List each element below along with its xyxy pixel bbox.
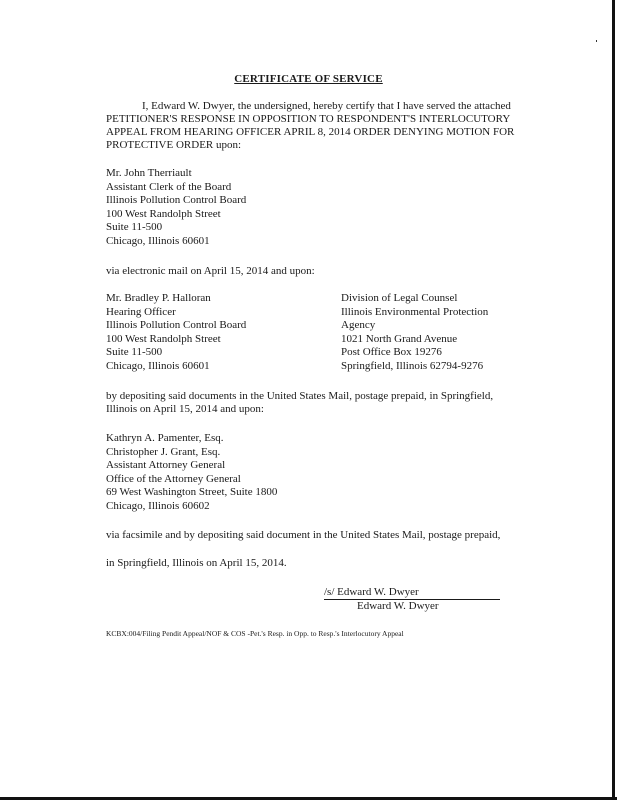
address-line: 1021 North Grand Avenue	[341, 332, 458, 345]
signature-text: /s/ Edward W. Dwyer	[324, 586, 419, 598]
address-line: Christopher J. Grant, Esq.	[106, 445, 221, 458]
address-line: Suite 11-500	[106, 221, 163, 233]
recipient-block-hearing-officer	[106, 292, 246, 373]
signature-line	[324, 586, 500, 600]
address-line: 100 West Randolph Street	[106, 207, 221, 220]
service-method-mail: by depositing said documents in the United States Mail, postage prepaid, in Springfield, Illinois on April 15, 2014 and upon:	[106, 390, 494, 415]
service-method-facsimile: via facsimile and by depositing said document in the United States Mail, postage prepaid,	[106, 529, 501, 541]
scan-edge-right	[612, 0, 615, 800]
address-line: 69 West Washington Street, Suite 1800	[106, 486, 278, 498]
address-line: Illinois Pollution Control Board	[106, 194, 247, 206]
address-line: Mr. John Therriault	[106, 167, 192, 179]
address-line: Kathryn A. Pamenter, Esq.	[106, 432, 224, 444]
address-line: Illinois Environmental Protection	[341, 305, 489, 318]
address-line: Chicago, Illinois 60602	[106, 499, 210, 512]
service-method-email: via electronic mail on April 15, 2014 and upon:	[106, 265, 315, 277]
address-line: Office of the Attorney General	[106, 472, 241, 485]
recipient-block-clerk	[106, 167, 246, 248]
scan-speck	[596, 40, 597, 42]
address-line: Assistant Clerk of the Board	[106, 180, 232, 193]
intro-paragraph: I, Edward W. Dwyer, the undersigned, hereby certify that I have served the attached PETITIONER'S RESPONSE IN OPPOSITION TO RESPONDENT'S INTERLOCUTORY APPEAL FROM HEARING OFFICER APRIL 8, 2014 ORDER DENYING MOTION FOR PROTECTIVE ORDER upon:	[106, 100, 515, 151]
address-line: Chicago, Illinois 60601	[106, 234, 210, 247]
recipient-block-attorney-general	[106, 432, 277, 513]
page-title: CERTIFICATE OF SERVICE	[234, 73, 383, 85]
document-reference-footer: KCBX:004/Filing Pendit Appeal/NOF & COS -Pet.'s Resp. in Opp. to Resp.'s Interlocutory Appeal	[106, 629, 404, 638]
address-line: Division of Legal Counsel	[341, 292, 458, 304]
service-date-line: in Springfield, Illinois on April 15, 2014.	[106, 557, 287, 569]
address-line: Chicago, Illinois 60601	[106, 359, 210, 372]
recipient-block-legal-counsel	[341, 292, 488, 373]
address-line: Mr. Bradley P. Halloran	[106, 292, 211, 304]
signer-printed-name: Edward W. Dwyer	[357, 600, 439, 612]
address-line: Assistant Attorney General	[106, 459, 226, 471]
address-line: Hearing Officer	[106, 305, 176, 318]
address-line: 100 West Randolph Street	[106, 332, 221, 345]
address-line: Suite 11-500	[106, 346, 163, 358]
address-line: Post Office Box 19276	[341, 346, 442, 358]
address-line: Illinois Pollution Control Board	[106, 319, 247, 331]
address-line: Agency	[341, 319, 376, 331]
address-line: Springfield, Illinois 62794-9276	[341, 359, 484, 372]
